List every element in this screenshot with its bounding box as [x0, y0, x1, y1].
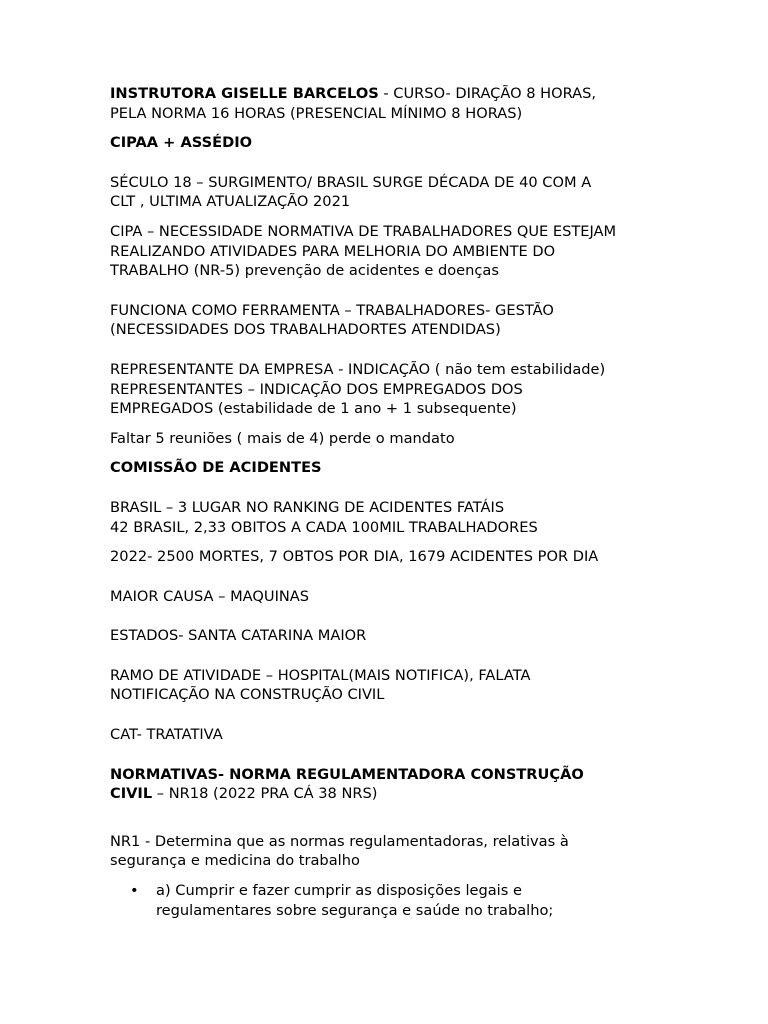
- document-page: [110, 84, 670, 920]
- bullet-icon: •: [130, 882, 139, 900]
- course-duration: - CURSO- DIRAÇÃO 8 HORAS,: [378, 85, 597, 102]
- paragraph-brasil: BRASIL – 3 LUGAR NO RANKING DE ACIDENTES FATÁIS 42 BRASIL, 2,33 OBITOS A CADA 100MIL TRABALHADORES: [110, 498, 538, 536]
- paragraph-normativas: NORMATIVAS- NORMA REGULAMENTADORA CONSTRUÇÃO CIVIL – NR18 (2022 PRA CÁ 38 NRS): [110, 765, 584, 803]
- paragraph-nr1: NR1 - Determina que as normas regulamentadoras, relativas à segurança e medicina do trabalho: [110, 832, 569, 870]
- paragraph-faltar: Faltar 5 reuniões ( mais de 4) perde o mandato: [110, 429, 455, 447]
- paragraph-representantes: REPRESENTANTE DA EMPRESA - INDICAÇÃO ( não tem estabilidade) REPRESENTANTES – INDICAÇÃO DOS EMPREGADOS DOS EMPREGADOS (estabilidade de 1 ano + 1 subsequente): [110, 360, 606, 418]
- paragraph-ramo: RAMO DE ATIVIDADE – HOSPITAL(MAIS NOTIFICA), FALATA NOTIFICAÇÃO NA CONSTRUÇÃO CIVIL: [110, 666, 531, 704]
- paragraph-funciona: FUNCIONA COMO FERRAMENTA – TRABALHADORES- GESTÃO (NECESSIDADES DOS TRABALHADORTES ATENDIDAS): [110, 301, 554, 339]
- heading-comissao: COMISSÃO DE ACIDENTES: [110, 459, 322, 477]
- list-item: • a) Cumprir e fazer cumprir as disposições legais e regulamentares sobre segurança e saúde no trabalho;: [130, 882, 554, 919]
- paragraph-cat: CAT- TRATATIVA: [110, 726, 223, 744]
- instructor-course-info: [110, 84, 670, 123]
- course-norm-hours: PELA NORMA 16 HORAS (PRESENCIAL MÍNIMO 8 HORAS): [110, 104, 523, 122]
- heading-cipaa: CIPAA + ASSÉDIO: [110, 134, 253, 152]
- paragraph-mortes: 2022- 2500 MORTES, 7 OBTOS POR DIA, 1679 ACIDENTES POR DIA: [110, 548, 599, 566]
- paragraph-maior-causa: MAIOR CAUSA – MAQUINAS: [110, 587, 310, 605]
- paragraph-seculo: SÉCULO 18 – SURGIMENTO/ BRASIL SURGE DÉCADA DE 40 COM A CLT , ULTIMA ATUALIZAÇÃO 2021: [110, 173, 592, 211]
- paragraph-cipa: CIPA – NECESSIDADE NORMATIVA DE TRABALHADORES QUE ESTEJAM REALIZANDO ATIVIDADES PARA MELHORIA DO AMBIENTE DO TRABALHO (NR-5) prevenção de acidentes e doenças: [110, 222, 617, 280]
- instructor-name: INSTRUTORA GISELLE BARCELOS: [110, 85, 379, 102]
- nr1-bullet-list: [110, 881, 670, 920]
- paragraph-estados: ESTADOS- SANTA CATARINA MAIOR: [110, 627, 367, 645]
